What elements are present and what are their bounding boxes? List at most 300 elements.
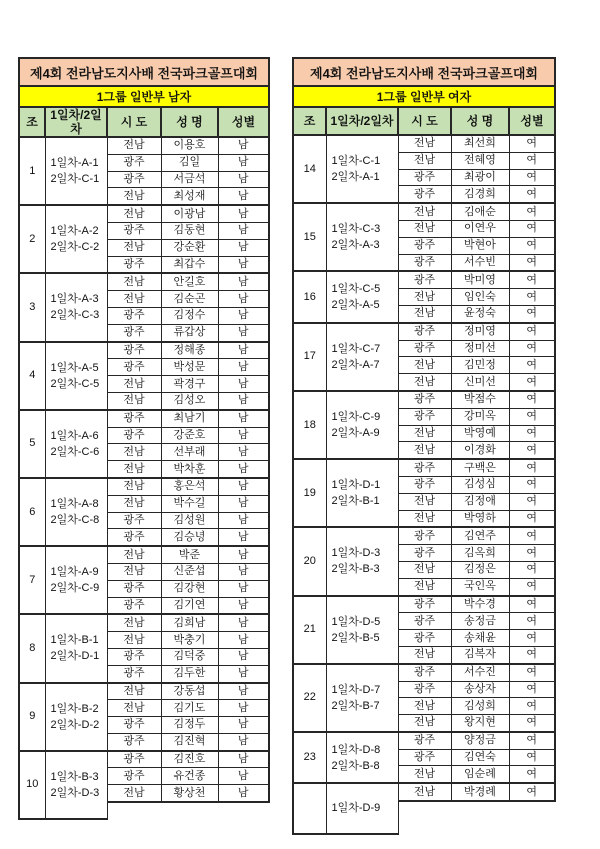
region-cell: 전남 xyxy=(107,392,161,409)
col-header-name: 성 명 xyxy=(451,107,509,135)
player-name-cell: 강순환 xyxy=(161,239,218,256)
region-cell: 전남 xyxy=(107,546,161,563)
player-name-cell: 홍은석 xyxy=(161,478,218,495)
player-name-cell: 김동현 xyxy=(161,222,218,239)
player-name-cell: 서금석 xyxy=(161,171,218,188)
schedule-cell xyxy=(326,783,398,833)
col-header-schedule: 1일차/2일차 xyxy=(45,107,107,137)
col-header-region: 시 도 xyxy=(398,107,451,135)
player-name-cell: 최선희 xyxy=(451,135,509,152)
gender-cell: 남 xyxy=(218,359,269,376)
region-cell: 광주 xyxy=(107,665,161,682)
player-name-cell: 정미선 xyxy=(451,340,509,357)
player-name-cell: 김희남 xyxy=(161,614,218,631)
gender-cell: 남 xyxy=(218,546,269,563)
col-header-group: 조 xyxy=(19,107,45,137)
schedule-cell xyxy=(45,342,107,410)
schedule-cell xyxy=(45,273,107,341)
schedule-day1: 1일차-A-2 xyxy=(50,225,99,238)
player-name-cell: 왕지현 xyxy=(451,715,509,732)
table-row xyxy=(19,205,269,222)
region-cell: 전남 xyxy=(107,632,161,649)
schedule-cell xyxy=(45,751,107,819)
player-name-cell: 정해종 xyxy=(161,342,218,359)
player-name-cell: 박경례 xyxy=(451,783,509,801)
player-name-cell: 김정은 xyxy=(451,561,509,578)
region-cell: 전남 xyxy=(107,700,161,717)
region-cell: 광주 xyxy=(398,613,451,630)
player-name-cell: 신준섭 xyxy=(161,563,218,580)
group-number-cell: 20 xyxy=(293,527,326,595)
player-name-cell: 박성문 xyxy=(161,359,218,376)
gender-cell: 여 xyxy=(509,186,555,203)
table-subtitle: 1그룹 일반부 남자 xyxy=(19,86,269,107)
schedule-cell xyxy=(326,459,398,527)
player-name-cell: 서수빈 xyxy=(451,254,509,271)
region-cell: 전남 xyxy=(398,578,451,595)
player-name-cell: 박현아 xyxy=(451,237,509,254)
women-table-body xyxy=(293,135,555,834)
gender-cell: 여 xyxy=(509,408,555,425)
clipped-cell xyxy=(451,801,509,818)
gender-cell: 남 xyxy=(218,154,269,171)
region-cell: 전남 xyxy=(107,683,161,700)
region-cell: 광주 xyxy=(398,169,451,186)
player-name-cell: 박차훈 xyxy=(161,461,218,478)
schedule-day1: 1일차-C-5 xyxy=(331,283,381,296)
region-cell: 전남 xyxy=(107,137,161,154)
region-cell: 전남 xyxy=(398,305,451,322)
table-row xyxy=(293,391,555,408)
gender-cell: 남 xyxy=(218,444,269,461)
schedule-cell xyxy=(326,391,398,459)
region-cell: 전남 xyxy=(398,510,451,527)
schedule-day2: 2일차-C-3 xyxy=(50,309,100,322)
region-cell: 전남 xyxy=(107,563,161,580)
schedule-day1: 1일차-C-3 xyxy=(331,223,381,236)
gender-cell: 남 xyxy=(218,137,269,154)
schedule-day1: 1일차-D-1 xyxy=(331,479,381,492)
region-cell: 전남 xyxy=(107,478,161,495)
gender-cell: 여 xyxy=(509,305,555,322)
schedule-cell xyxy=(326,135,398,203)
schedule-cell xyxy=(45,546,107,614)
region-cell: 광주 xyxy=(398,664,451,681)
schedule-day1: 1일차-A-5 xyxy=(50,361,99,374)
group-number-cell: 6 xyxy=(19,478,45,546)
region-cell: 전남 xyxy=(398,783,451,801)
gender-cell: 여 xyxy=(509,527,555,544)
gender-cell: 남 xyxy=(218,205,269,222)
gender-cell: 여 xyxy=(509,135,555,152)
gender-cell: 여 xyxy=(509,425,555,442)
gender-cell: 여 xyxy=(509,374,555,391)
title-row xyxy=(293,58,555,86)
schedule-day2: 2일차-B-3 xyxy=(331,563,380,576)
gender-cell: 남 xyxy=(218,478,269,495)
player-name-cell: 이경화 xyxy=(451,442,509,459)
schedule-day2: 2일차-C-5 xyxy=(50,377,100,390)
gender-cell: 여 xyxy=(509,561,555,578)
player-name-cell: 박점수 xyxy=(451,391,509,408)
region-cell: 광주 xyxy=(107,256,161,273)
region-cell: 광주 xyxy=(398,476,451,493)
table-row xyxy=(19,273,269,290)
player-name-cell: 김성오 xyxy=(161,392,218,409)
gender-cell: 남 xyxy=(218,751,269,768)
schedule-day1: 1일차-D-7 xyxy=(331,683,381,696)
gender-cell: 남 xyxy=(218,580,269,597)
region-cell: 광주 xyxy=(398,459,451,476)
region-cell: 전남 xyxy=(398,220,451,237)
schedule-day2: 2일차-D-2 xyxy=(50,718,100,731)
schedule-cell xyxy=(45,683,107,751)
region-cell: 전남 xyxy=(107,273,161,290)
player-name-cell: 박준 xyxy=(161,546,218,563)
player-name-cell: 김성원 xyxy=(161,512,218,529)
region-cell: 전남 xyxy=(398,766,451,783)
gender-cell: 남 xyxy=(218,239,269,256)
schedule-cell xyxy=(326,664,398,732)
schedule-day2: 2일차-B-7 xyxy=(331,699,380,712)
gender-cell: 남 xyxy=(218,512,269,529)
gender-cell: 여 xyxy=(509,749,555,766)
schedule-day2: 2일차-C-2 xyxy=(50,241,100,254)
player-name-cell: 김애순 xyxy=(451,203,509,220)
region-cell: 광주 xyxy=(107,324,161,341)
schedule-day1: 1일차-A-3 xyxy=(50,293,99,306)
player-name-cell: 김연숙 xyxy=(451,749,509,766)
col-header-group: 조 xyxy=(293,107,326,135)
player-name-cell: 박영예 xyxy=(451,425,509,442)
gender-cell: 남 xyxy=(218,683,269,700)
group-number-cell: 17 xyxy=(293,323,326,391)
table-row xyxy=(293,323,555,340)
schedule-day2: 2일차-C-1 xyxy=(50,173,100,186)
col-header-name: 성 명 xyxy=(161,107,218,137)
player-name-cell: 김경희 xyxy=(451,186,509,203)
table-row xyxy=(19,614,269,631)
schedule-day2: 2일차-A-1 xyxy=(331,171,380,184)
region-cell: 전남 xyxy=(107,205,161,222)
gender-cell: 남 xyxy=(218,256,269,273)
gender-cell: 남 xyxy=(218,632,269,649)
region-cell: 광주 xyxy=(107,597,161,614)
gender-cell: 여 xyxy=(509,681,555,698)
gender-cell: 여 xyxy=(509,459,555,476)
player-name-cell: 김기연 xyxy=(161,597,218,614)
gender-cell: 남 xyxy=(218,291,269,308)
player-name-cell: 김옥희 xyxy=(451,545,509,562)
player-name-cell: 박미영 xyxy=(451,271,509,288)
group-number-cell: 23 xyxy=(293,732,326,783)
region-cell: 광주 xyxy=(107,342,161,359)
schedule-day2: 2일차-C-6 xyxy=(50,445,100,458)
table-row xyxy=(19,410,269,427)
region-cell: 전남 xyxy=(398,698,451,715)
women-table xyxy=(292,57,556,835)
region-cell: 광주 xyxy=(107,512,161,529)
gender-cell: 남 xyxy=(218,324,269,341)
schedule-day2: 2일차-D-1 xyxy=(50,650,100,663)
gender-cell: 여 xyxy=(509,169,555,186)
gender-cell: 남 xyxy=(218,717,269,734)
gender-cell: 여 xyxy=(509,613,555,630)
region-cell: 광주 xyxy=(107,171,161,188)
title-row xyxy=(19,58,269,86)
player-name-cell: 이용호 xyxy=(161,137,218,154)
region-cell: 전남 xyxy=(107,239,161,256)
player-name-cell: 김민정 xyxy=(451,357,509,374)
schedule-day2: 2일차-C-8 xyxy=(50,514,100,527)
region-cell: 전남 xyxy=(398,646,451,663)
region-cell: 광주 xyxy=(398,749,451,766)
player-name-cell: 김덕중 xyxy=(161,648,218,665)
schedule-day2: 2일차-D-3 xyxy=(50,786,100,799)
player-name-cell: 김승녕 xyxy=(161,529,218,546)
gender-cell: 여 xyxy=(509,357,555,374)
table-row xyxy=(293,135,555,152)
player-name-cell: 박수길 xyxy=(161,495,218,512)
region-cell: 전남 xyxy=(398,289,451,306)
gender-cell: 여 xyxy=(509,203,555,220)
player-name-cell: 최갑수 xyxy=(161,256,218,273)
region-cell: 광주 xyxy=(107,359,161,376)
schedule-day2: 2일차-A-5 xyxy=(331,299,380,312)
player-name-cell: 전혜영 xyxy=(451,152,509,169)
group-number-cell: 4 xyxy=(19,342,45,410)
region-cell: 전남 xyxy=(398,374,451,391)
gender-cell: 여 xyxy=(509,664,555,681)
gender-cell: 여 xyxy=(509,578,555,595)
player-name-cell: 신미선 xyxy=(451,374,509,391)
gender-cell: 여 xyxy=(509,237,555,254)
schedule-cell xyxy=(45,614,107,682)
gender-cell: 여 xyxy=(509,766,555,783)
group-number-cell: 8 xyxy=(19,614,45,682)
gender-cell: 여 xyxy=(509,510,555,527)
player-name-cell: 박영하 xyxy=(451,510,509,527)
table-subtitle: 1그룹 일반부 여자 xyxy=(293,86,555,107)
clipped-cell xyxy=(218,802,269,819)
women-table-container xyxy=(292,57,558,815)
gender-cell: 남 xyxy=(218,427,269,444)
schedule-cell xyxy=(326,732,398,783)
gender-cell: 여 xyxy=(509,596,555,613)
region-cell: 광주 xyxy=(398,527,451,544)
group-number-cell: 5 xyxy=(19,410,45,478)
group-number-cell: 9 xyxy=(19,683,45,751)
player-name-cell: 이연우 xyxy=(451,220,509,237)
region-cell: 전남 xyxy=(398,203,451,220)
schedule-day1: 1일차-A-8 xyxy=(50,498,99,511)
schedule-day1: 1일차-A-6 xyxy=(50,429,99,442)
player-name-cell: 김진호 xyxy=(161,751,218,768)
group-number-cell: 10 xyxy=(19,751,45,819)
clipped-cell xyxy=(509,818,555,834)
schedule-day1: 1일차-B-1 xyxy=(50,634,99,647)
column-header-row xyxy=(293,107,555,135)
schedule-cell xyxy=(326,596,398,664)
schedule-day2: 2일차-B-1 xyxy=(331,495,380,508)
gender-cell: 남 xyxy=(218,392,269,409)
gender-cell: 여 xyxy=(509,254,555,271)
region-cell: 전남 xyxy=(107,461,161,478)
schedule-day1: 1일차-C-1 xyxy=(331,155,381,168)
table-row xyxy=(19,478,269,495)
table-row xyxy=(19,683,269,700)
region-cell: 광주 xyxy=(398,391,451,408)
group-number-cell: 3 xyxy=(19,273,45,341)
gender-cell: 남 xyxy=(218,768,269,785)
schedule-day1: 1일차-D-8 xyxy=(331,743,381,756)
table-row xyxy=(293,732,555,749)
table-row xyxy=(19,751,269,768)
region-cell: 광주 xyxy=(107,427,161,444)
player-name-cell: 박충기 xyxy=(161,632,218,649)
player-name-cell: 최광이 xyxy=(451,169,509,186)
region-cell: 광주 xyxy=(107,717,161,734)
table-row xyxy=(293,783,555,801)
schedule-day1: 1일차-D-9 xyxy=(331,802,381,815)
schedule-cell xyxy=(326,271,398,322)
gender-cell: 남 xyxy=(218,563,269,580)
schedule-cell xyxy=(45,410,107,478)
player-name-cell: 송채윤 xyxy=(451,630,509,647)
gender-cell: 남 xyxy=(218,733,269,750)
player-name-cell: 류갑상 xyxy=(161,324,218,341)
player-name-cell: 강미옥 xyxy=(451,408,509,425)
player-name-cell: 송정금 xyxy=(451,613,509,630)
schedule-day1: 1일차-B-2 xyxy=(50,702,99,715)
region-cell: 광주 xyxy=(398,340,451,357)
group-number-cell: 15 xyxy=(293,203,326,271)
player-name-cell: 정미영 xyxy=(451,323,509,340)
schedule-cell xyxy=(326,203,398,271)
schedule-day1: 1일차-A-1 xyxy=(50,157,99,170)
group-number-cell: 16 xyxy=(293,271,326,322)
region-cell: 광주 xyxy=(107,222,161,239)
player-name-cell: 이광남 xyxy=(161,205,218,222)
schedule-day1: 1일차-D-3 xyxy=(331,547,381,560)
gender-cell: 여 xyxy=(509,442,555,459)
schedule-day2: 2일차-B-8 xyxy=(331,759,380,772)
player-name-cell: 김성희 xyxy=(451,698,509,715)
gender-cell: 여 xyxy=(509,220,555,237)
schedule-day2: 2일차-C-9 xyxy=(50,582,100,595)
table-row xyxy=(19,342,269,359)
gender-cell: 여 xyxy=(509,289,555,306)
player-name-cell: 선부래 xyxy=(161,444,218,461)
region-cell: 전남 xyxy=(398,561,451,578)
region-cell: 전남 xyxy=(107,291,161,308)
player-name-cell: 송상자 xyxy=(451,681,509,698)
region-cell: 전남 xyxy=(398,152,451,169)
region-cell: 광주 xyxy=(107,410,161,427)
player-name-cell: 최성재 xyxy=(161,188,218,205)
region-cell: 광주 xyxy=(398,681,451,698)
group-number-cell xyxy=(293,783,326,833)
region-cell: 전남 xyxy=(398,357,451,374)
gender-cell: 여 xyxy=(509,152,555,169)
clipped-cell xyxy=(451,818,509,834)
table-row xyxy=(293,596,555,613)
gender-cell: 여 xyxy=(509,545,555,562)
gender-cell: 여 xyxy=(509,391,555,408)
region-cell: 광주 xyxy=(398,408,451,425)
player-name-cell: 안길호 xyxy=(161,273,218,290)
region-cell: 전남 xyxy=(107,495,161,512)
gender-cell: 남 xyxy=(218,188,269,205)
gender-cell: 여 xyxy=(509,323,555,340)
player-name-cell: 김강현 xyxy=(161,580,218,597)
region-cell: 광주 xyxy=(398,271,451,288)
table-title: 제4회 전라남도지사배 전국파크골프대회 xyxy=(19,58,269,86)
player-name-cell: 김기도 xyxy=(161,700,218,717)
region-cell: 광주 xyxy=(107,154,161,171)
gender-cell: 남 xyxy=(218,273,269,290)
player-name-cell: 양정금 xyxy=(451,732,509,749)
gender-cell: 여 xyxy=(509,646,555,663)
gender-cell: 남 xyxy=(218,665,269,682)
gender-cell: 남 xyxy=(218,495,269,512)
region-cell: 광주 xyxy=(398,237,451,254)
region-cell: 전남 xyxy=(398,715,451,732)
group-number-cell: 14 xyxy=(293,135,326,203)
subtitle-row xyxy=(19,86,269,107)
player-name-cell: 김성심 xyxy=(451,476,509,493)
col-header-gender: 성별 xyxy=(218,107,269,137)
region-cell: 광주 xyxy=(107,733,161,750)
men-table-body xyxy=(19,137,269,819)
gender-cell: 여 xyxy=(509,698,555,715)
schedule-cell xyxy=(45,478,107,546)
region-cell: 광주 xyxy=(398,630,451,647)
table-row xyxy=(293,203,555,220)
player-name-cell: 국인옥 xyxy=(451,578,509,595)
player-name-cell: 임순례 xyxy=(451,766,509,783)
schedule-cell xyxy=(45,137,107,205)
col-header-region: 시 도 xyxy=(107,107,161,137)
gender-cell: 남 xyxy=(218,648,269,665)
table-row xyxy=(293,664,555,681)
player-name-cell: 김정두 xyxy=(161,717,218,734)
clipped-cell xyxy=(398,818,451,834)
schedule-cell xyxy=(326,527,398,595)
gender-cell: 여 xyxy=(509,476,555,493)
region-cell: 전남 xyxy=(398,493,451,510)
gender-cell: 남 xyxy=(218,461,269,478)
gender-cell: 남 xyxy=(218,222,269,239)
region-cell: 광주 xyxy=(398,732,451,749)
table-row xyxy=(19,546,269,563)
region-cell: 광주 xyxy=(107,580,161,597)
player-name-cell: 김연주 xyxy=(451,527,509,544)
region-cell: 광주 xyxy=(107,768,161,785)
player-name-cell: 윤정숙 xyxy=(451,305,509,322)
player-name-cell: 황상천 xyxy=(161,785,218,802)
region-cell: 전남 xyxy=(398,442,451,459)
group-number-cell: 7 xyxy=(19,546,45,614)
table-row xyxy=(19,137,269,154)
player-name-cell: 김진혁 xyxy=(161,733,218,750)
region-cell: 전남 xyxy=(398,135,451,152)
col-header-gender: 성별 xyxy=(509,107,555,135)
column-header-row xyxy=(19,107,269,137)
group-number-cell: 2 xyxy=(19,205,45,273)
gender-cell: 남 xyxy=(218,614,269,631)
clipped-cell xyxy=(161,802,218,819)
